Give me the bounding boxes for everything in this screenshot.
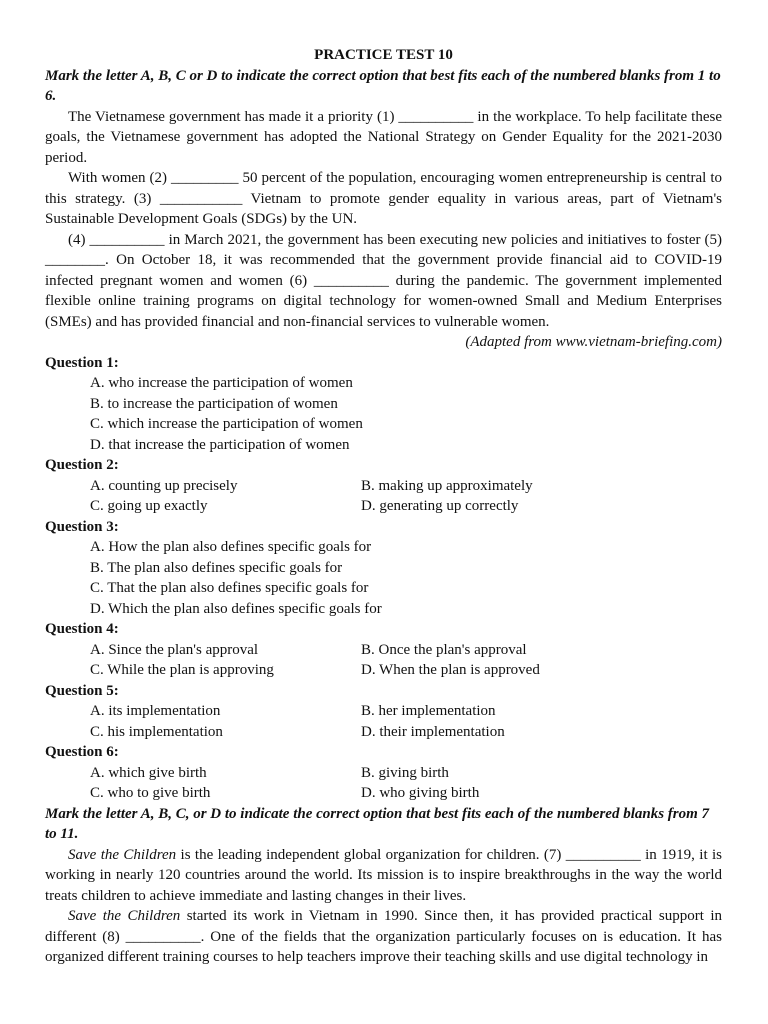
question-2-option-c: C. going up exactly xyxy=(90,498,208,514)
section2-instruction: Mark the letter A, B, C, or D to indicate the correct option that best fits each of the numbered blanks from 7 to 11. xyxy=(45,805,710,842)
section1-instruction: Mark the letter A, B, C or D to indicate the correct option that best fits each of the numbered blanks from 1 to 6. xyxy=(45,67,721,104)
question-2-option-d: D. generating up correctly xyxy=(361,498,519,514)
question-6-option-c: C. who to give birth xyxy=(90,785,211,801)
question-1-option-b: B. to increase the participation of women xyxy=(90,395,338,412)
question-4-option-b: B. Once the plan's approval xyxy=(361,641,527,658)
question-5 xyxy=(45,681,722,743)
question-4-option-a: A. Since the plan's approval xyxy=(90,641,259,658)
question-2-option-b: B. making up approximately xyxy=(361,477,533,494)
passage1-paragraph-2: With women (2) _________ 50 percent of the population, encouraging women entrepreneurship is central to this strategy. (3) ___________ Vietnam to promote gender equality in various areas, part of Vietnam's Sustainable Development Goals (SDGs) by the UN. xyxy=(45,170,722,227)
org-name: Save the Children xyxy=(68,908,181,924)
question-3-option-c: C. That the plan also defines specific goals for xyxy=(90,580,369,596)
passage2-paragraph-1 xyxy=(45,845,722,907)
question-6-option-b: B. giving birth xyxy=(361,764,449,781)
question-4-option-d: D. When the plan is approved xyxy=(361,662,540,678)
question-2-option-a: A. counting up precisely xyxy=(90,477,238,494)
passage2-paragraph-2 xyxy=(45,906,722,968)
passage2-paragraph-1-text: is the leading independent global organization for children. (7) __________ in 1919, it is working in nearly 120 countries around the world. Its mission is to inspire breakthroughs in the way the world treats children to achieve immediate and lasting changes in their lives. xyxy=(45,846,722,904)
question-3-label: Question 3: xyxy=(45,518,119,535)
question-1 xyxy=(45,353,722,456)
question-1-option-a: A. who increase the participation of women xyxy=(90,375,353,391)
question-6 xyxy=(45,742,722,804)
question-3-option-a: A. How the plan also defines specific goals for xyxy=(90,539,372,555)
question-5-option-d: D. their implementation xyxy=(361,723,505,740)
question-1-label: Question 1: xyxy=(45,354,119,371)
question-4-option-c: C. While the plan is approving xyxy=(90,662,274,678)
page-title: PRACTICE TEST 10 xyxy=(314,47,453,63)
question-5-option-c: C. his implementation xyxy=(90,723,223,740)
passage1-paragraph-3: (4) __________ in March 2021, the government has been executing new policies and initiatives to foster (5) ________. On October 18, it was recommended that the government provide financial aid to COVID-19 infected pregnant women and women (6) __________ during the pandemic. The government implemented flexible online training programs on digital technology for women-owned Small and Medium Enterprises (SMEs) and has provided financial and non-financial services to vulnerable women. xyxy=(45,231,722,330)
question-5-option-a: A. its implementation xyxy=(90,703,221,719)
question-6-label: Question 6: xyxy=(45,744,119,760)
question-1-option-d: D. that increase the participation of women xyxy=(90,436,350,453)
question-3 xyxy=(45,517,722,620)
org-name: Save the Children xyxy=(68,846,177,863)
question-5-option-b: B. her implementation xyxy=(361,703,496,719)
question-6-option-a: A. which give birth xyxy=(90,764,207,781)
passage1-source: (Adapted from www.vietnam-briefing.com) xyxy=(465,334,722,350)
question-1-option-c: C. which increase the participation of women xyxy=(90,416,363,432)
passage2-paragraph-2-text: started its work in Vietnam in 1990. Since then, it has provided practical support in different (8) __________. One of the fields that the organization particularly focuses on is education. It has organized different training courses to help teachers improve their teaching skills and use digital technology in xyxy=(45,908,722,965)
question-3-option-b: B. The plan also defines specific goals for xyxy=(90,559,343,576)
passage1-paragraph-1: The Vietnamese government has made it a priority (1) __________ in the workplace. To help facilitate these goals, the Vietnamese government has adopted the National Strategy on Gender Equality for the 2021-2030 period. xyxy=(45,108,722,166)
question-4 xyxy=(45,619,722,681)
question-3-option-d: D. Which the plan also defines specific goals for xyxy=(90,600,382,617)
question-2-label: Question 2: xyxy=(45,457,119,473)
question-5-label: Question 5: xyxy=(45,682,119,699)
question-6-option-d: D. who giving birth xyxy=(361,785,480,801)
question-2 xyxy=(45,455,722,517)
question-4-label: Question 4: xyxy=(45,621,119,637)
